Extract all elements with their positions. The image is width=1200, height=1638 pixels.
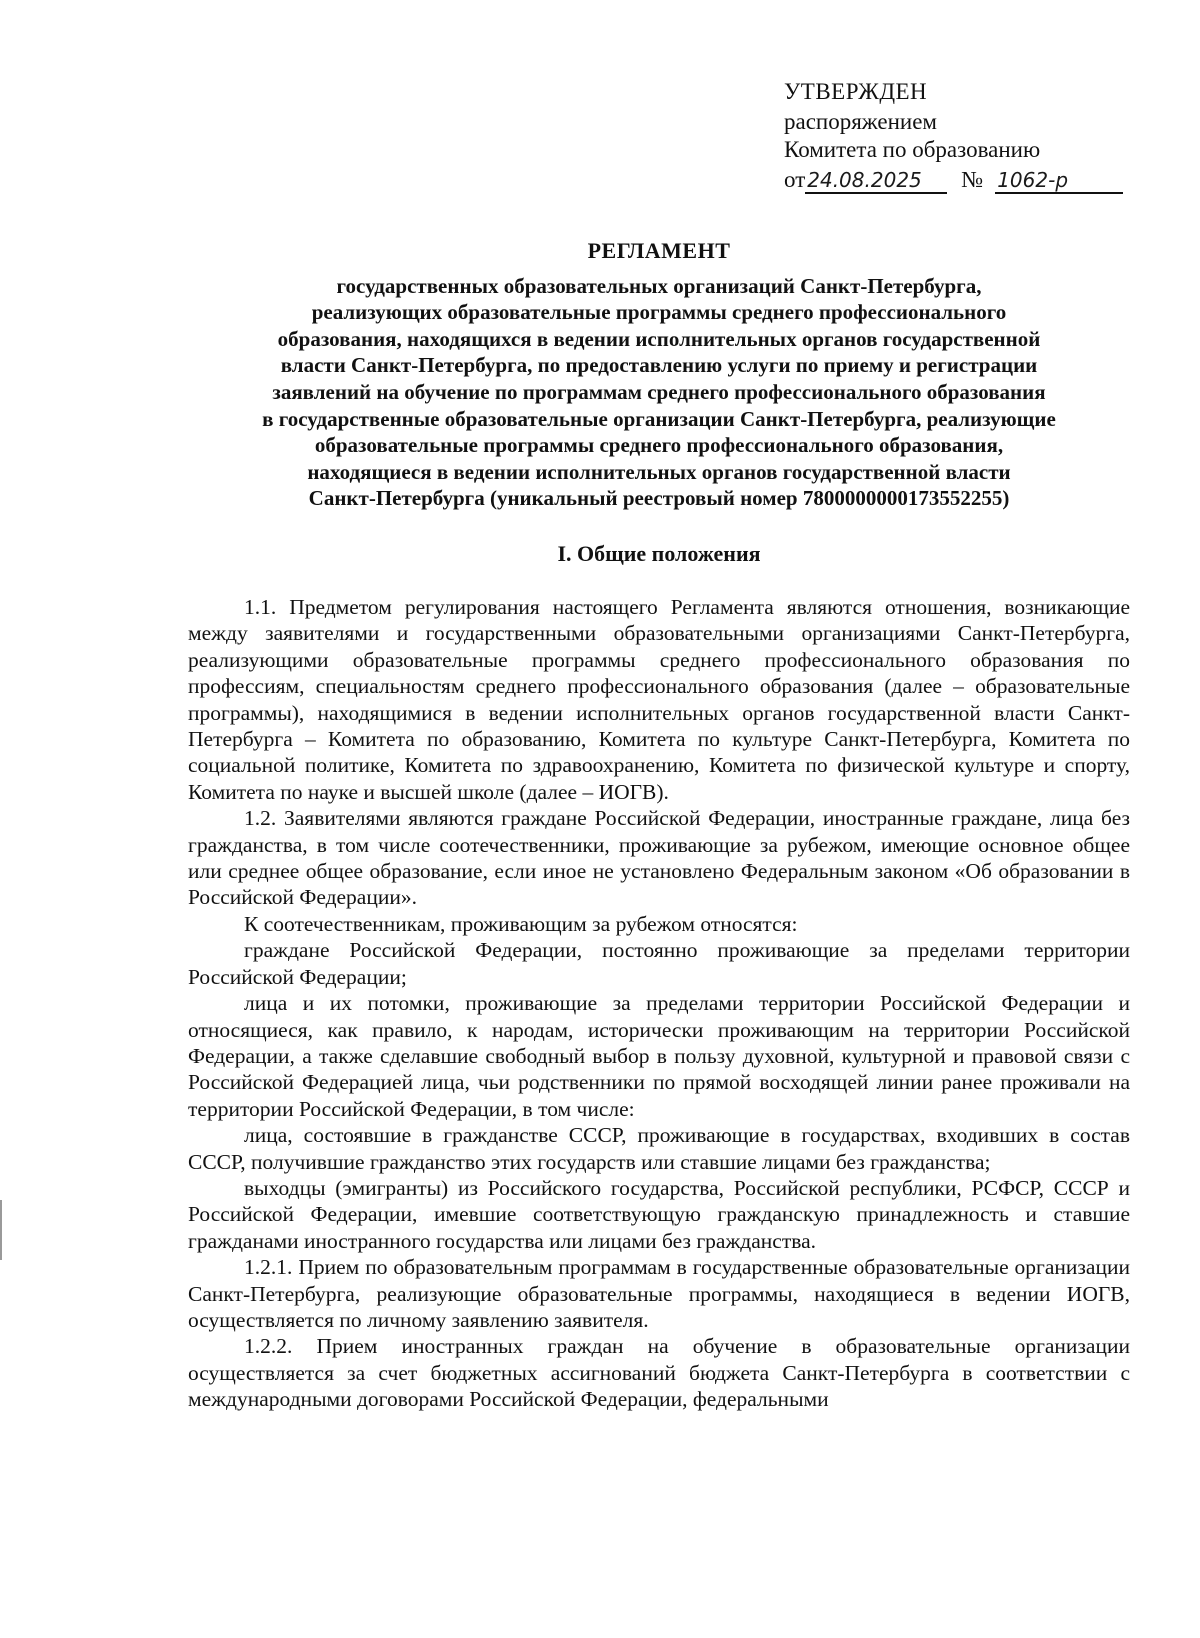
paragraph-compatriots-descendants: лица и их потомки, проживающие за пределами территории Российской Федерации и относящиеся, как правило, к народам, исторически проживающим на территории Российской Федерации, а также сделавшие свободный выбор в пользу духовной, культурной и правовой связи с Российской Федерацией лица, чьи родственники по прямой восходящей линии ранее проживали на территории Российской Федерации, в том числе: [188,991,1130,1121]
paragraph-1-1: 1.1. Предметом регулирования настоящего Регламента являются отношения, возникающие между заявителями и государственными образовательными организациями Санкт-Петербурга, реализующими образовательные программы среднего профессионального образования по профессиям, специальностям среднего профессионального образования (далее – образовательные программы), находящимися в ведении исполнительных органов государственной власти Санкт-Петербурга – Комитета по образованию, Комитета по культуре Санкт-Петербурга, Комитета по социальной политике, Комитета по здравоохранению, Комитета по физической культуре и спорту, Комитета по науке и высшей школе (далее – ИОГВ). [188,595,1130,804]
document-title-block [188,238,1130,512]
title-line: власти Санкт-Петербурга, по предоставлению услуги по приему и регистрации [280,353,1038,378]
title-line: находящиеся в ведении исполнительных органов государственной власти [307,459,1011,484]
title-line: реализующих образовательные программы среднего профессионального [311,300,1007,325]
approval-line-order: распоряжением [784,109,937,134]
paragraph-compatriots-emigrants: выходцы (эмигранты) из Российского государства, Российской республики, РСФСР, СССР и Российской Федерации, имевшие соответствующую гражданскую принадлежность и ставшие гражданами иностранного государства или лицами без гражданства. [188,1175,1130,1253]
title-line: заявлений на обучение по программам среднего профессионального образования [272,379,1046,404]
number-label: № [961,167,984,192]
scan-edge-mark [0,1200,2,1260]
approval-date-number-line [784,166,1134,194]
approval-title: УТВЕРЖДЕН [784,79,928,104]
title-line: образования, находящихся в ведении исполнительных органов государственной [277,326,1041,351]
title-line: Санкт-Петербурга (уникальный реестровый номер 7800000000173552255) [308,486,1010,511]
approval-stamp-block [784,78,1134,194]
title-line: в государственные образовательные организации Санкт-Петербурга, реализующие [262,406,1056,431]
section-heading: I. Общие положения [557,541,761,566]
handwritten-number: 1062-р [995,168,1123,194]
date-prefix: от [784,167,806,192]
document-title: РЕГЛАМЕНТ [587,238,731,263]
paragraph-1-2: 1.2. Заявителями являются граждане Российской Федерации, иностранные граждане, лица без гражданства, в том числе соотечественники, проживающие за рубежом, имеющие основное общее или среднее общее образование, если иное не установлено Федеральным законом «Об образовании в Российской Федерации». [188,806,1130,910]
paragraph-1-2-2: 1.2.2. Прием иностранных граждан на обучение в образовательные организации осуществляется за счет бюджетных ассигнований бюджета Санкт-Петербурга в соответствии с международными договорами Российской Федерации, федеральными [188,1334,1130,1412]
title-line: образовательные программы среднего профессионального образования, [314,433,1004,458]
paragraph-1-2-1: 1.2.1. Прием по образовательным программам в государственные образовательные организации Санкт-Петербурга, реализующие образовательные программы, находящиеся в ведении ИОГВ, осуществляется по личному заявлению заявителя. [188,1255,1130,1332]
handwritten-date: 24.08.2025 [805,168,947,194]
approval-line-committee: Комитета по образованию [784,137,1041,162]
document-body [188,594,1130,1413]
title-line: государственных образовательных организаций Санкт-Петербурга, [336,273,982,298]
paragraph-compatriots-ussr: лица, состоявшие в гражданстве СССР, проживающие в государствах, входивших в состав СССР, получившие гражданство этих государств или ставшие лицами без гражданства; [188,1123,1130,1174]
paragraph-compatriots-citizens: граждане Российской Федерации, постоянно проживающие за пределами территории Российской Федерации; [188,938,1130,989]
paragraph-compatriots-intro: К соотечественникам, проживающим за рубежом относятся: [244,911,798,936]
